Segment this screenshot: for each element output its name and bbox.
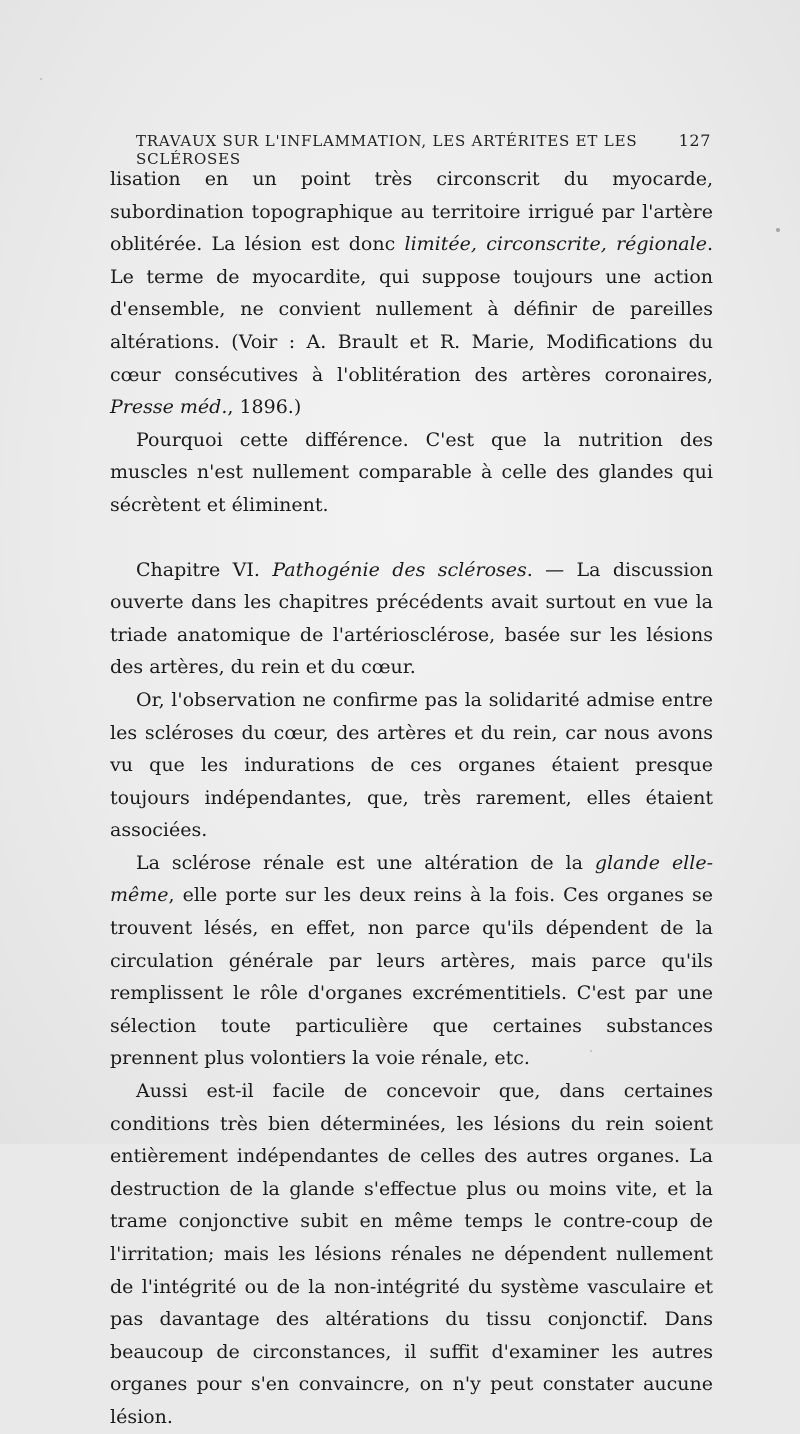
italic-run: glande elle-même <box>110 851 713 907</box>
paragraph-myocarde-continuation <box>110 163 713 424</box>
italic-citation: Presse méd. <box>110 396 228 419</box>
text-run: . Le terme de myocardite, qui suppose toujours une action d'ensemble, ne convient nullement à définir de pareilles altérations. (Voir : A. Brault et R. Marie, Modifications du cœur consécutives à l'oblitération des artères coronaires, <box>110 233 714 386</box>
page-number: 127 <box>678 131 711 150</box>
running-title: TRAVAUX SUR L'INFLAMMATION, LES ARTÉRITES ET LES SCLÉROSES <box>136 132 638 168</box>
text-run: Pourquoi cette différence. C'est que la nutrition des muscles n'est nullement comparable à celle des glandes qui sécrètent et éliminent. <box>110 428 713 516</box>
body-text <box>110 163 713 1434</box>
text-run: . — La discussion ouverte dans les chapitres précédents avait surtout en vue la triade anatomique de l'artériosclérose, basée sur les lésions des artères, du rein et du cœur. <box>110 558 714 679</box>
italic-run: limitée, circonscrite, régionale <box>404 233 707 256</box>
text-run: , 1896.) <box>227 396 302 419</box>
paper-speck <box>40 78 42 80</box>
chapter-title: Pathogénie des scléroses <box>272 558 527 581</box>
text-run: , elle porte sur les deux reins à la fois. Ces organes se trouvent lésés, en effet, non parce qu'ils dépendent de la circulation générale par leurs artères, mais parce qu'ils remplissent le rôle d'organes excrémentitiels. C'est par une sélection toute particulière que certaines substances prennent plus volontiers la voie rénale, etc. <box>110 884 713 1070</box>
text-run: Aussi est-il facile de concevoir que, dans certaines conditions très bien déterminées, les lésions du rein soient entièrement indépendantes de celles des autres organes. La destruction de la glande s'effectue plus ou moins vite, et la trame conjonctive subit en même temps le contre-coup de l'irritation; mais les lésions rénales ne dépendent nullement de l'intégrité ou de la non-intégrité du système vasculaire et pas davantage des altérations du tissu conjonctif. Dans beaucoup de circonstances, il suffit d'examiner les autres organes pour s'en convaincre, on n'y peut constater aucune lésion. <box>110 1080 713 1428</box>
paragraph-observation <box>110 684 713 847</box>
paragraph-sclerose-renale <box>110 847 713 1075</box>
text-run: Or, l'observation ne confirme pas la solidarité admise entre les scléroses du cœur, des artères et du rein, car nous avons vu que les indurations de ces organes étaient presque toujours indépendantes, que, très rarement, elles étaient associées. <box>110 688 713 842</box>
text-run: lisation en un point très circonscrit du myocarde, subordination topographique au territoire irrigué par l'artère oblitérée. La lésion est donc <box>110 168 713 256</box>
paragraph-pourquoi <box>110 424 713 522</box>
text-run: La sclérose rénale est une altération de la <box>136 851 595 874</box>
paragraph-aussi <box>110 1075 713 1434</box>
paragraph-chapter-heading <box>110 554 713 684</box>
chapter-label: Chapitre VI. <box>136 558 273 581</box>
paper-speck <box>776 228 780 232</box>
